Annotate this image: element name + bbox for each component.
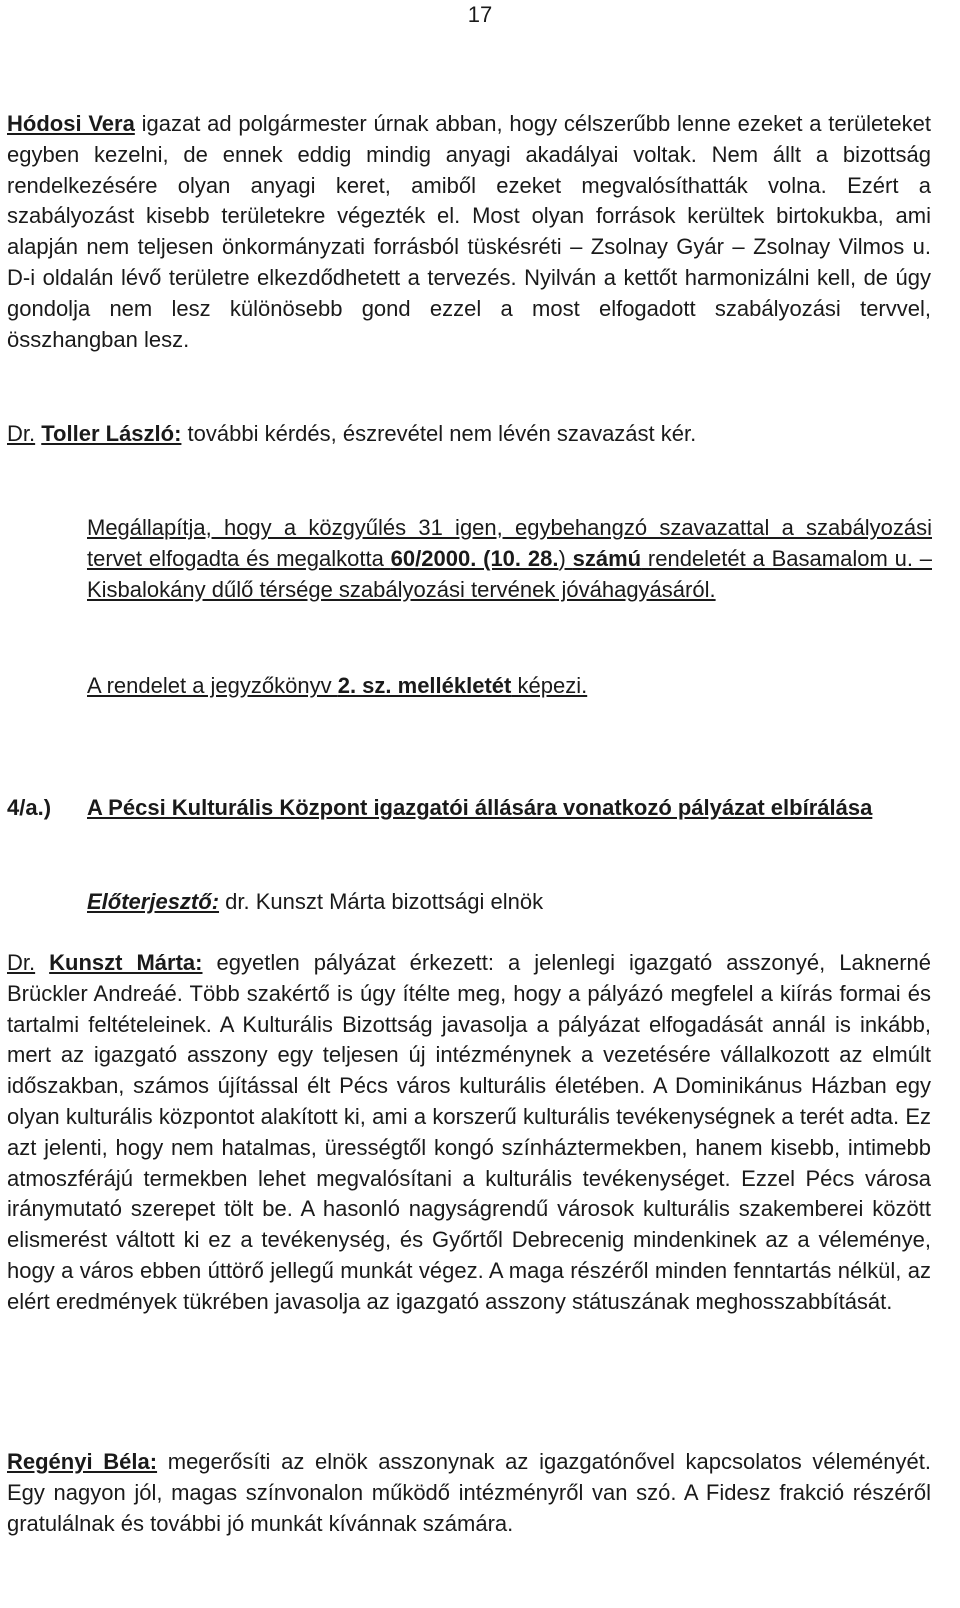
page-number: 17 xyxy=(467,2,493,27)
annex-part: képezi. xyxy=(511,673,588,698)
resolution-part: ) xyxy=(558,545,573,571)
speaker-name: Toller László: xyxy=(41,421,182,446)
paragraph-text: megerősíti az elnök asszonynak az igazgatónővel kapcsolatos véleményét. Egy nagyon jól, magas színvonalon működő intézményről van szó. A Fidesz frakció részéről gratulálnak és további jó munkát kívánnak számára. xyxy=(7,1449,931,1536)
decree-word: számú xyxy=(572,545,642,571)
annex-part: A rendelet a jegyzőkönyv xyxy=(87,673,338,698)
resolution-text xyxy=(87,513,932,605)
paragraph-text: igazat ad polgármester úrnak abban, hogy célszerűbb lenne ezeket a területeket egyben kezelni, de ennek eddig mindig anyagi akadályai voltak. Nem állt a bizottság rendelkezésére olyan anyagi keret, amiből ezeket megvalósíthatták volna. Ezért a szabályozást kisebb területekre végezték el. Most olyan források kerültek birtokukba, ami alapján nem teljesen önkormányzati forrásból tüskésréti – Zsolnay Gyár – Zsolnay Vilmos u. D-i oldalán lévő területre elkezdődhetett a tervezés. Nyilván a kettőt harmonizálni kell, de úgy gondolja nem lesz különösebb gond ezzel a most elfogadott szabályozási tervvel, összhangban lesz. xyxy=(7,111,931,352)
presenter-label: Előterjesztő: xyxy=(87,889,220,914)
speaker-name: Kunszt Márta: xyxy=(49,950,203,975)
resolution-part: Megállapítja, hogy a közgyűlés 31 igen, egybehangzó szavazattal a szabályozási tervet elfogadta és megalkotta xyxy=(87,515,932,571)
presenter-text: dr. Kunszt Márta bizottsági elnök xyxy=(219,889,544,914)
resolution-part: rendeletét a Basamalom u. – Kisbalokány dűlő térsége szabályozási tervének jóváhagyásáról. xyxy=(87,545,932,602)
speaker-prefix: Dr. xyxy=(7,950,36,975)
annex-note xyxy=(87,671,932,702)
paragraph-hodosi xyxy=(7,109,931,355)
paragraph-regenyi xyxy=(7,1447,931,1539)
paragraph-toller xyxy=(7,419,931,450)
annex-number: 2. sz. mellékletét xyxy=(337,673,512,698)
speaker-name: Regényi Béla: xyxy=(7,1449,158,1474)
speaker-name: Hódosi Vera xyxy=(7,111,135,136)
speaker-prefix: Dr. xyxy=(7,421,36,446)
presenter-line xyxy=(87,887,932,918)
agenda-number: 4/a.) xyxy=(7,795,52,820)
paragraph-text: további kérdés, észrevétel nem lévén szavazást kér. xyxy=(181,421,697,446)
paragraph-text: egyetlen pályázat érkezett: a jelenlegi igazgató asszonyé, Laknerné Brückler Andreáé. Több szakértő is úgy ítélte meg, hogy a pályázó megfelel a kiírás formai és tartalmi feltételeinek. A Kulturális Bizottság javasolja a pályázat elfogadását annál is inkább, mert az igazgató asszony egy teljesen új intézménynek a vezetésére vállalkozott az elmúlt időszakban, számos újítással élt Pécs város kulturális életében. A Dominikánus Házban egy olyan kulturális központot alakított ki, ami a korszerű kulturális tevékenységnek a terét adta. Ez azt jelenti, hogy nem hatalmas, ürességtől kongó színháztermekben, hanem kisebb, intimebb atmoszférájú termekben lehet megvalósítani a kulturális tevékenységet. Ezzel Pécs városa iránymutató szerepet tölt be. A hasonló nagyságrendű városok kulturális szakemberei között elismerést váltott ki ez a tevékenység, és Győrtől Debrecenig mindenkinek az a véleménye, hogy a város ebben úttörő jellegű munkát végez. A maga részéről minden fenntartás nélkül, az elért eredmények tükrében javasolja az igazgató asszony státuszának meghosszabbítását. xyxy=(7,950,931,1314)
decree-number: 60/2000. (10. 28. xyxy=(390,545,559,571)
agenda-title: A Pécsi Kulturális Központ igazgatói állására vonatkozó pályázat elbírálása xyxy=(87,795,873,820)
paragraph-kunszt xyxy=(7,948,931,1318)
